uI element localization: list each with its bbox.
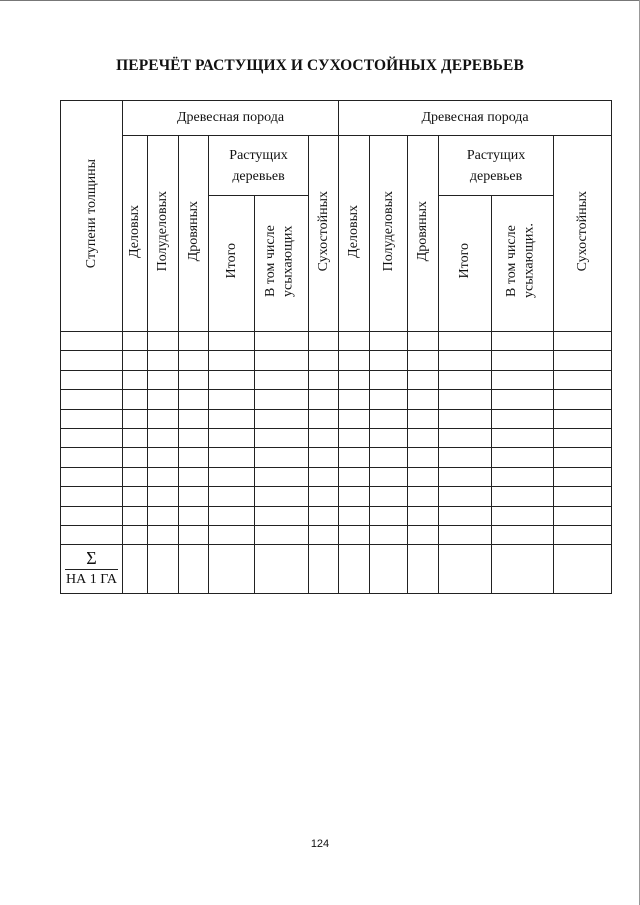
table-cell[interactable]	[439, 525, 492, 544]
table-cell[interactable]	[492, 428, 554, 447]
table-cell[interactable]	[179, 332, 209, 351]
table-cell[interactable]	[179, 351, 209, 370]
table-cell[interactable]	[408, 487, 439, 506]
table-cell[interactable]	[123, 409, 148, 428]
table-cell[interactable]	[339, 370, 370, 389]
table-cell[interactable]	[123, 506, 148, 525]
total-header-1: Итого	[209, 196, 255, 332]
table-cell[interactable]	[370, 332, 408, 351]
table-cell[interactable]	[492, 467, 554, 486]
table-cell[interactable]	[61, 487, 123, 506]
table-cell[interactable]	[492, 390, 554, 409]
table-cell[interactable]	[492, 525, 554, 544]
sum-cell[interactable]	[370, 545, 408, 594]
table-cell[interactable]	[554, 332, 612, 351]
table-cell[interactable]	[370, 506, 408, 525]
table-cell[interactable]	[148, 448, 179, 467]
table-cell[interactable]	[148, 487, 179, 506]
table-cell[interactable]	[209, 428, 255, 447]
table-cell[interactable]	[492, 448, 554, 467]
sum-cell[interactable]	[554, 545, 612, 594]
table-cell[interactable]	[309, 467, 339, 486]
table-cell[interactable]	[439, 506, 492, 525]
table-cell[interactable]	[439, 448, 492, 467]
table-cell[interactable]	[61, 409, 123, 428]
table-cell[interactable]	[179, 370, 209, 389]
table-cell[interactable]	[439, 409, 492, 428]
table-cell[interactable]	[339, 467, 370, 486]
table-cell[interactable]	[309, 487, 339, 506]
half-business-header-1: Полуделовых	[148, 136, 179, 332]
table-cell[interactable]	[123, 448, 148, 467]
table-cell[interactable]	[209, 390, 255, 409]
table-cell[interactable]	[492, 332, 554, 351]
table-cell[interactable]	[408, 428, 439, 447]
table-cell[interactable]	[209, 467, 255, 486]
table-cell[interactable]	[209, 487, 255, 506]
table-cell[interactable]	[339, 487, 370, 506]
table-cell[interactable]	[123, 390, 148, 409]
table-cell[interactable]	[255, 351, 309, 370]
table-cell[interactable]	[492, 409, 554, 428]
table-row	[61, 467, 612, 486]
table-cell[interactable]	[370, 370, 408, 389]
table-cell[interactable]	[209, 506, 255, 525]
table-cell[interactable]	[309, 332, 339, 351]
table-cell[interactable]	[309, 351, 339, 370]
table-cell[interactable]	[554, 390, 612, 409]
table-cell[interactable]	[309, 409, 339, 428]
table-cell[interactable]	[370, 448, 408, 467]
table-cell[interactable]	[148, 332, 179, 351]
table-cell[interactable]	[370, 487, 408, 506]
drying-header-1: В том числе усыхающих	[255, 196, 309, 332]
table-cell[interactable]	[370, 428, 408, 447]
table-row	[61, 487, 612, 506]
table-cell[interactable]	[255, 448, 309, 467]
species-header-2: Древесная порода	[339, 101, 612, 136]
table-cell[interactable]	[309, 525, 339, 544]
table-cell[interactable]	[123, 332, 148, 351]
page-title: ПЕРЕЧЁТ РАСТУЩИХ И СУХОСТОЙНЫХ ДЕРЕВЬЕВ	[116, 57, 524, 74]
table-cell[interactable]	[255, 506, 309, 525]
table-cell[interactable]	[492, 370, 554, 389]
table-cell[interactable]	[61, 448, 123, 467]
table-cell[interactable]	[255, 525, 309, 544]
table-cell[interactable]	[408, 409, 439, 428]
table-cell[interactable]	[123, 428, 148, 447]
table-cell[interactable]	[492, 506, 554, 525]
table-cell[interactable]	[439, 332, 492, 351]
table-cell[interactable]	[339, 409, 370, 428]
table-cell[interactable]	[61, 428, 123, 447]
table-cell[interactable]	[255, 409, 309, 428]
table-row	[61, 525, 612, 544]
table-cell[interactable]	[209, 332, 255, 351]
drying-header-2: В том числе усыхающих.	[492, 196, 554, 332]
half-business-header-2: Полуделовых	[370, 136, 408, 332]
table-cell[interactable]	[439, 370, 492, 389]
table-cell[interactable]	[209, 448, 255, 467]
table-cell[interactable]	[339, 428, 370, 447]
table-cell[interactable]	[554, 370, 612, 389]
table-cell[interactable]	[554, 428, 612, 447]
table-cell[interactable]	[439, 390, 492, 409]
table-cell[interactable]	[148, 390, 179, 409]
table-cell[interactable]	[148, 409, 179, 428]
table-cell[interactable]	[255, 332, 309, 351]
thickness-header: Ступени толщины	[61, 101, 123, 332]
table-cell[interactable]	[179, 448, 209, 467]
table-cell[interactable]	[439, 351, 492, 370]
growing-header-1: Растущих деревьев	[209, 136, 309, 196]
sum-cell[interactable]	[148, 545, 179, 594]
table-cell[interactable]	[370, 467, 408, 486]
table-cell[interactable]	[554, 448, 612, 467]
table-cell[interactable]	[123, 525, 148, 544]
table-cell[interactable]	[148, 370, 179, 389]
table-cell[interactable]	[408, 370, 439, 389]
table-cell[interactable]	[439, 467, 492, 486]
sum-cell[interactable]	[123, 545, 148, 594]
sum-cell[interactable]	[209, 545, 255, 594]
table-cell[interactable]	[370, 351, 408, 370]
table-cell[interactable]	[309, 448, 339, 467]
sum-per-ha-cell	[61, 545, 123, 594]
table-cell[interactable]	[148, 525, 179, 544]
table-cell[interactable]	[209, 409, 255, 428]
firewood-header-2: Дровяных	[408, 136, 439, 332]
table-row	[61, 351, 612, 370]
table-cell[interactable]	[408, 332, 439, 351]
table-cell[interactable]	[179, 467, 209, 486]
table-cell[interactable]	[148, 428, 179, 447]
sum-cell[interactable]	[408, 545, 439, 594]
per-ha-label: НА 1 ГА	[65, 569, 118, 590]
sum-cell[interactable]	[439, 545, 492, 594]
table-cell[interactable]	[408, 467, 439, 486]
dead-header-1: Сухостойных	[309, 136, 339, 332]
table-cell[interactable]	[123, 487, 148, 506]
table-cell[interactable]	[179, 525, 209, 544]
table-cell[interactable]	[255, 390, 309, 409]
table-cell[interactable]	[370, 390, 408, 409]
table-cell[interactable]	[209, 351, 255, 370]
table-cell[interactable]	[148, 467, 179, 486]
table-cell[interactable]	[408, 506, 439, 525]
table-cell[interactable]	[408, 448, 439, 467]
table-cell[interactable]	[492, 487, 554, 506]
sum-cell[interactable]	[492, 545, 554, 594]
dead-header-2: Сухостойных	[554, 136, 612, 332]
table-cell[interactable]	[209, 370, 255, 389]
table-cell[interactable]	[309, 370, 339, 389]
table-cell[interactable]	[339, 506, 370, 525]
table-cell[interactable]	[209, 525, 255, 544]
total-header-2: Итого	[439, 196, 492, 332]
sum-cell[interactable]	[179, 545, 209, 594]
table-row	[61, 409, 612, 428]
table-cell[interactable]	[339, 448, 370, 467]
table-cell[interactable]	[554, 506, 612, 525]
table-cell[interactable]	[309, 390, 339, 409]
table-row	[61, 332, 612, 351]
sum-cell[interactable]	[339, 545, 370, 594]
table-cell[interactable]	[339, 351, 370, 370]
table-row	[61, 390, 612, 409]
table-cell[interactable]	[309, 506, 339, 525]
table-cell[interactable]	[255, 370, 309, 389]
table-cell[interactable]	[339, 525, 370, 544]
table-cell[interactable]	[255, 428, 309, 447]
table-cell[interactable]	[255, 487, 309, 506]
table-cell[interactable]	[61, 351, 123, 370]
table-cell[interactable]	[554, 467, 612, 486]
table-cell[interactable]	[148, 506, 179, 525]
sum-cell[interactable]	[309, 545, 339, 594]
table-cell[interactable]	[370, 409, 408, 428]
firewood-header-1: Дровяных	[179, 136, 209, 332]
table-cell[interactable]	[179, 409, 209, 428]
table-cell[interactable]	[439, 487, 492, 506]
table-cell[interactable]	[61, 390, 123, 409]
table-cell[interactable]	[179, 487, 209, 506]
table-cell[interactable]	[554, 487, 612, 506]
business-header-1: Деловых	[123, 136, 148, 332]
table-cell[interactable]	[408, 525, 439, 544]
table-cell[interactable]	[309, 428, 339, 447]
table-row	[61, 448, 612, 467]
sum-cell[interactable]	[255, 545, 309, 594]
table-cell[interactable]	[179, 506, 209, 525]
table-cell[interactable]	[370, 525, 408, 544]
table-cell[interactable]	[554, 351, 612, 370]
table-row	[61, 370, 612, 389]
table-cell[interactable]	[408, 390, 439, 409]
table-cell[interactable]	[179, 390, 209, 409]
sum-symbol: Σ	[86, 548, 97, 569]
table-cell[interactable]	[123, 351, 148, 370]
table-row	[61, 506, 612, 525]
table-row	[61, 428, 612, 447]
table-cell[interactable]	[339, 390, 370, 409]
table-cell[interactable]	[61, 506, 123, 525]
table-cell[interactable]	[492, 351, 554, 370]
tree-census-table	[60, 100, 612, 594]
table-cell[interactable]	[439, 428, 492, 447]
table-cell[interactable]	[554, 409, 612, 428]
page-number: 124	[310, 838, 330, 850]
table-cell[interactable]	[179, 428, 209, 447]
table-cell[interactable]	[255, 467, 309, 486]
table-cell[interactable]	[148, 351, 179, 370]
page-top-edge	[0, 0, 640, 1]
table-cell[interactable]	[61, 370, 123, 389]
species-header-1: Древесная порода	[123, 101, 339, 136]
table-cell[interactable]	[61, 467, 123, 486]
business-header-2: Деловых	[339, 136, 370, 332]
table-cell[interactable]	[339, 332, 370, 351]
growing-header-2: Растущих деревьев	[439, 136, 554, 196]
table-cell[interactable]	[61, 525, 123, 544]
table-cell[interactable]	[123, 467, 148, 486]
table-cell[interactable]	[408, 351, 439, 370]
table-cell[interactable]	[61, 332, 123, 351]
table-cell[interactable]	[554, 525, 612, 544]
table-cell[interactable]	[123, 370, 148, 389]
